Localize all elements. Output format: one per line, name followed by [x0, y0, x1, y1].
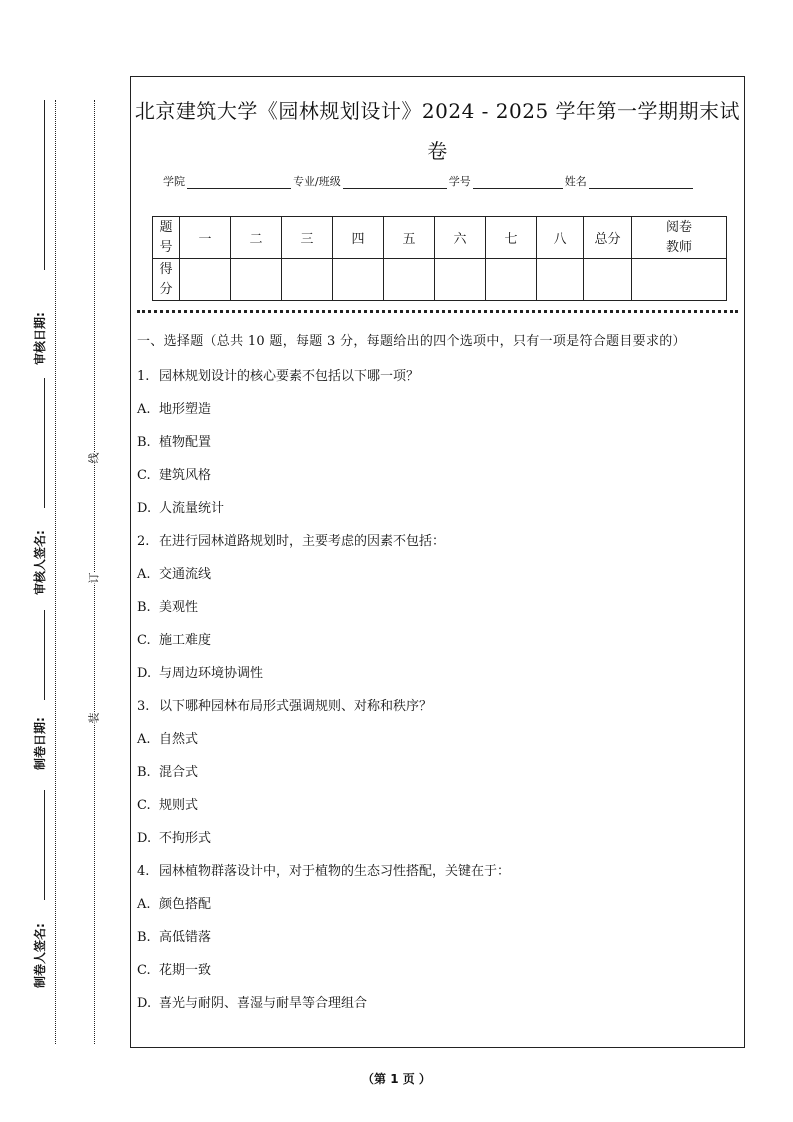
exam-content: [137, 331, 736, 1020]
name-label: 姓名: [564, 175, 587, 188]
score-cell-2[interactable]: [231, 259, 282, 301]
compile-date-label: 制卷日期:: [33, 717, 47, 770]
name-field[interactable]: [589, 176, 693, 189]
option-4b: B. 高低错落: [137, 930, 212, 945]
title-line-1: 北京建筑大学《园林规划设计》2024 - 2025 学年第一学期期末试: [134, 99, 741, 123]
exam-paper: [130, 76, 745, 1048]
reviewer-signature-line: [44, 378, 45, 508]
score-cell-3[interactable]: [282, 259, 333, 301]
college-label: 学院: [163, 175, 185, 188]
score-cell-grader[interactable]: [632, 259, 727, 301]
section-heading: 一、选择题（总共 10 题，每题 3 分，每题给出的四个选项中，只有一项是符合题目要求的）: [137, 334, 686, 349]
option-2c: C. 施工难度: [137, 633, 212, 648]
question-2: 2. 在进行园林道路规划时，主要考虑的因素不包括：: [137, 534, 446, 549]
question-block-2: [137, 525, 736, 690]
option-4c: C. 花期一致: [137, 963, 212, 978]
college-field[interactable]: [187, 176, 291, 189]
score-table: [152, 216, 727, 301]
binding-char-staple: 订: [84, 573, 104, 584]
option-2b: B. 美观性: [137, 600, 199, 615]
dotted-separator: [137, 310, 738, 313]
major-class-field[interactable]: [343, 176, 447, 189]
exam-title: [131, 91, 744, 171]
binding-char-line: 线: [84, 453, 104, 464]
option-3c: C. 规则式: [137, 798, 199, 813]
option-3a: A. 自然式: [137, 732, 199, 747]
col-5: 五: [384, 217, 435, 259]
student-id-field[interactable]: [473, 176, 563, 189]
compiler-signature-line: [44, 790, 45, 900]
question-block-3: [137, 690, 736, 855]
col-1: 一: [180, 217, 231, 259]
score-cell-4[interactable]: [333, 259, 384, 301]
outer-dotted-line: [55, 100, 56, 1044]
score-cell-7[interactable]: [486, 259, 537, 301]
binding-char-bind: 装: [84, 713, 104, 724]
score-cell-1[interactable]: [180, 259, 231, 301]
student-id-label: 学号: [448, 175, 471, 188]
page-number: （第 1 页 ）: [362, 1072, 431, 1086]
score-cell-6[interactable]: [435, 259, 486, 301]
review-date-label: 审核日期:: [33, 312, 47, 365]
col-total: 总分: [584, 217, 632, 259]
question-block-4: [137, 855, 736, 1020]
title-line-2: 卷: [427, 139, 448, 163]
binding-margin: [0, 0, 128, 1122]
score-row: [153, 259, 727, 301]
col-6: 六: [435, 217, 486, 259]
option-2d: D. 与周边环境协调性: [137, 666, 264, 681]
question-4: 4. 园林植物群落设计中，对于植物的生态习性搭配，关键在于：: [137, 864, 511, 879]
option-3d: D. 不拘形式: [137, 831, 212, 846]
col-7: 七: [486, 217, 537, 259]
col-2: 二: [231, 217, 282, 259]
major-class-label: 专业/班级: [293, 175, 341, 188]
question-3: 3. 以下哪种园林布局形式强调规则、对称和秩序？: [137, 699, 433, 714]
option-1c: C. 建筑风格: [137, 468, 212, 483]
question-block-1: [137, 360, 736, 525]
row-label-question: 题 号: [153, 217, 180, 259]
compile-date-line: [44, 610, 45, 700]
option-1d: D. 人流量统计: [137, 501, 225, 516]
col-grader: 阅卷 教师: [632, 217, 727, 259]
compiler-signature-label: 制卷人签名:: [33, 923, 47, 988]
question-number-row: [153, 217, 727, 259]
score-cell-5[interactable]: [384, 259, 435, 301]
student-info-row: [163, 173, 695, 189]
option-1b: B. 植物配置: [137, 435, 212, 450]
option-4a: A. 颜色搭配: [137, 897, 212, 912]
row-label-score: 得 分: [153, 259, 180, 301]
question-1: 1. 园林规划设计的核心要素不包括以下哪一项？: [137, 369, 420, 384]
col-4: 四: [333, 217, 384, 259]
col-8: 八: [537, 217, 584, 259]
score-cell-8[interactable]: [537, 259, 584, 301]
option-4d: D. 喜光与耐阴、喜湿与耐旱等合理组合: [137, 996, 368, 1011]
review-date-line: [44, 100, 45, 270]
reviewer-signature-label: 审核人签名:: [33, 530, 47, 595]
col-3: 三: [282, 217, 333, 259]
option-2a: A. 交通流线: [137, 567, 212, 582]
option-1a: A. 地形塑造: [137, 402, 212, 417]
option-3b: B. 混合式: [137, 765, 199, 780]
score-cell-total[interactable]: [584, 259, 632, 301]
